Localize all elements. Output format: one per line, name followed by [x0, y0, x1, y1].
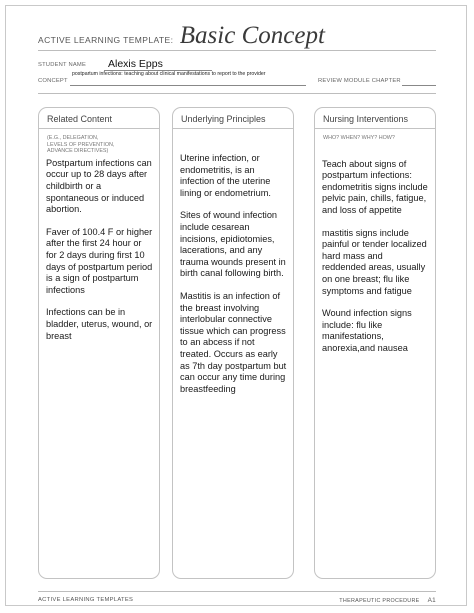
column-heading: Nursing Interventions — [315, 108, 435, 129]
underlying-principles-column — [172, 107, 294, 579]
paragraph: Teach about signs of postpartum infections: endometritis signs include pelvic pain, chills, fatigue, and loss of appetite — [322, 158, 428, 215]
column-body[interactable] — [180, 153, 287, 395]
column-body[interactable] — [46, 158, 153, 342]
column-heading: Related Content — [39, 108, 159, 129]
paragraph: Wound infection signs include: flu like manifestations, anorexia,and nausea — [322, 308, 412, 353]
paragraph: Uterine infection, or endometritis, is an infection of the uterine lining or endometrium. — [180, 153, 271, 198]
footer-right-label — [339, 597, 436, 604]
paragraph: Faver of 100.4 F or higher after the first 24 hour or for 2 days during first 10 days of postpartum period is a sign of postpartum infections — [46, 226, 153, 295]
student-name-label: STUDENT NAME — [38, 62, 87, 68]
concept-field[interactable]: postpartum infections: teaching about clinical manifestations to report to the provider — [72, 71, 266, 77]
related-content-column — [38, 107, 160, 579]
paragraph: Infections can be in bladder, uterus, wound, or breast — [46, 307, 153, 341]
review-module-label: REVIEW MODULE CHAPTER — [318, 78, 401, 84]
review-module-field[interactable] — [402, 85, 436, 86]
paragraph: Postpartum infections can occur up to 28 days after childbirth or a spontaneous or induced abortion. — [46, 157, 152, 215]
footer-left-label: ACTIVE LEARNING TEMPLATES — [38, 597, 134, 603]
column-subheading: (E.G., DELEGATION, LEVELS OF PREVENTION, ADVANCE DIRECTIVES) — [47, 135, 115, 155]
footer-category: THERAPEUTIC PROCEDURE — [339, 598, 420, 604]
page-title: Basic Concept — [179, 22, 325, 49]
column-body[interactable] — [322, 159, 429, 355]
paragraph: Sites of wound infection include cesarean incisions, epidiotomies, lacerations, and any trauma wounds present in birth canal following birth. — [180, 210, 286, 279]
column-heading: Underlying Principles — [173, 108, 293, 129]
paragraph: mastitis signs include painful or tender localized hard mass and reddended areas, usually on one breast; flu like symptoms and fatigue — [322, 227, 427, 296]
paragraph: Mastitis is an infection of the breast involving interlobular connective tissue which can progress to an abcess if not treated. Occurs as early as 7th day postpartum but can occur any time during breastfeeding — [180, 290, 287, 394]
footer-divider — [38, 591, 436, 592]
concept-underline — [70, 85, 306, 86]
template-header — [38, 22, 325, 50]
page-number: A1 — [427, 597, 436, 604]
header-divider — [38, 50, 436, 51]
template-label: ACTIVE LEARNING TEMPLATE: — [38, 35, 174, 45]
column-subheading: WHO? WHEN? WHY? HOW? — [323, 135, 395, 141]
form-divider — [38, 93, 436, 94]
nursing-interventions-column — [314, 107, 436, 579]
concept-label: CONCEPT — [38, 78, 68, 84]
student-name-field[interactable]: Alexis Epps — [104, 58, 212, 71]
